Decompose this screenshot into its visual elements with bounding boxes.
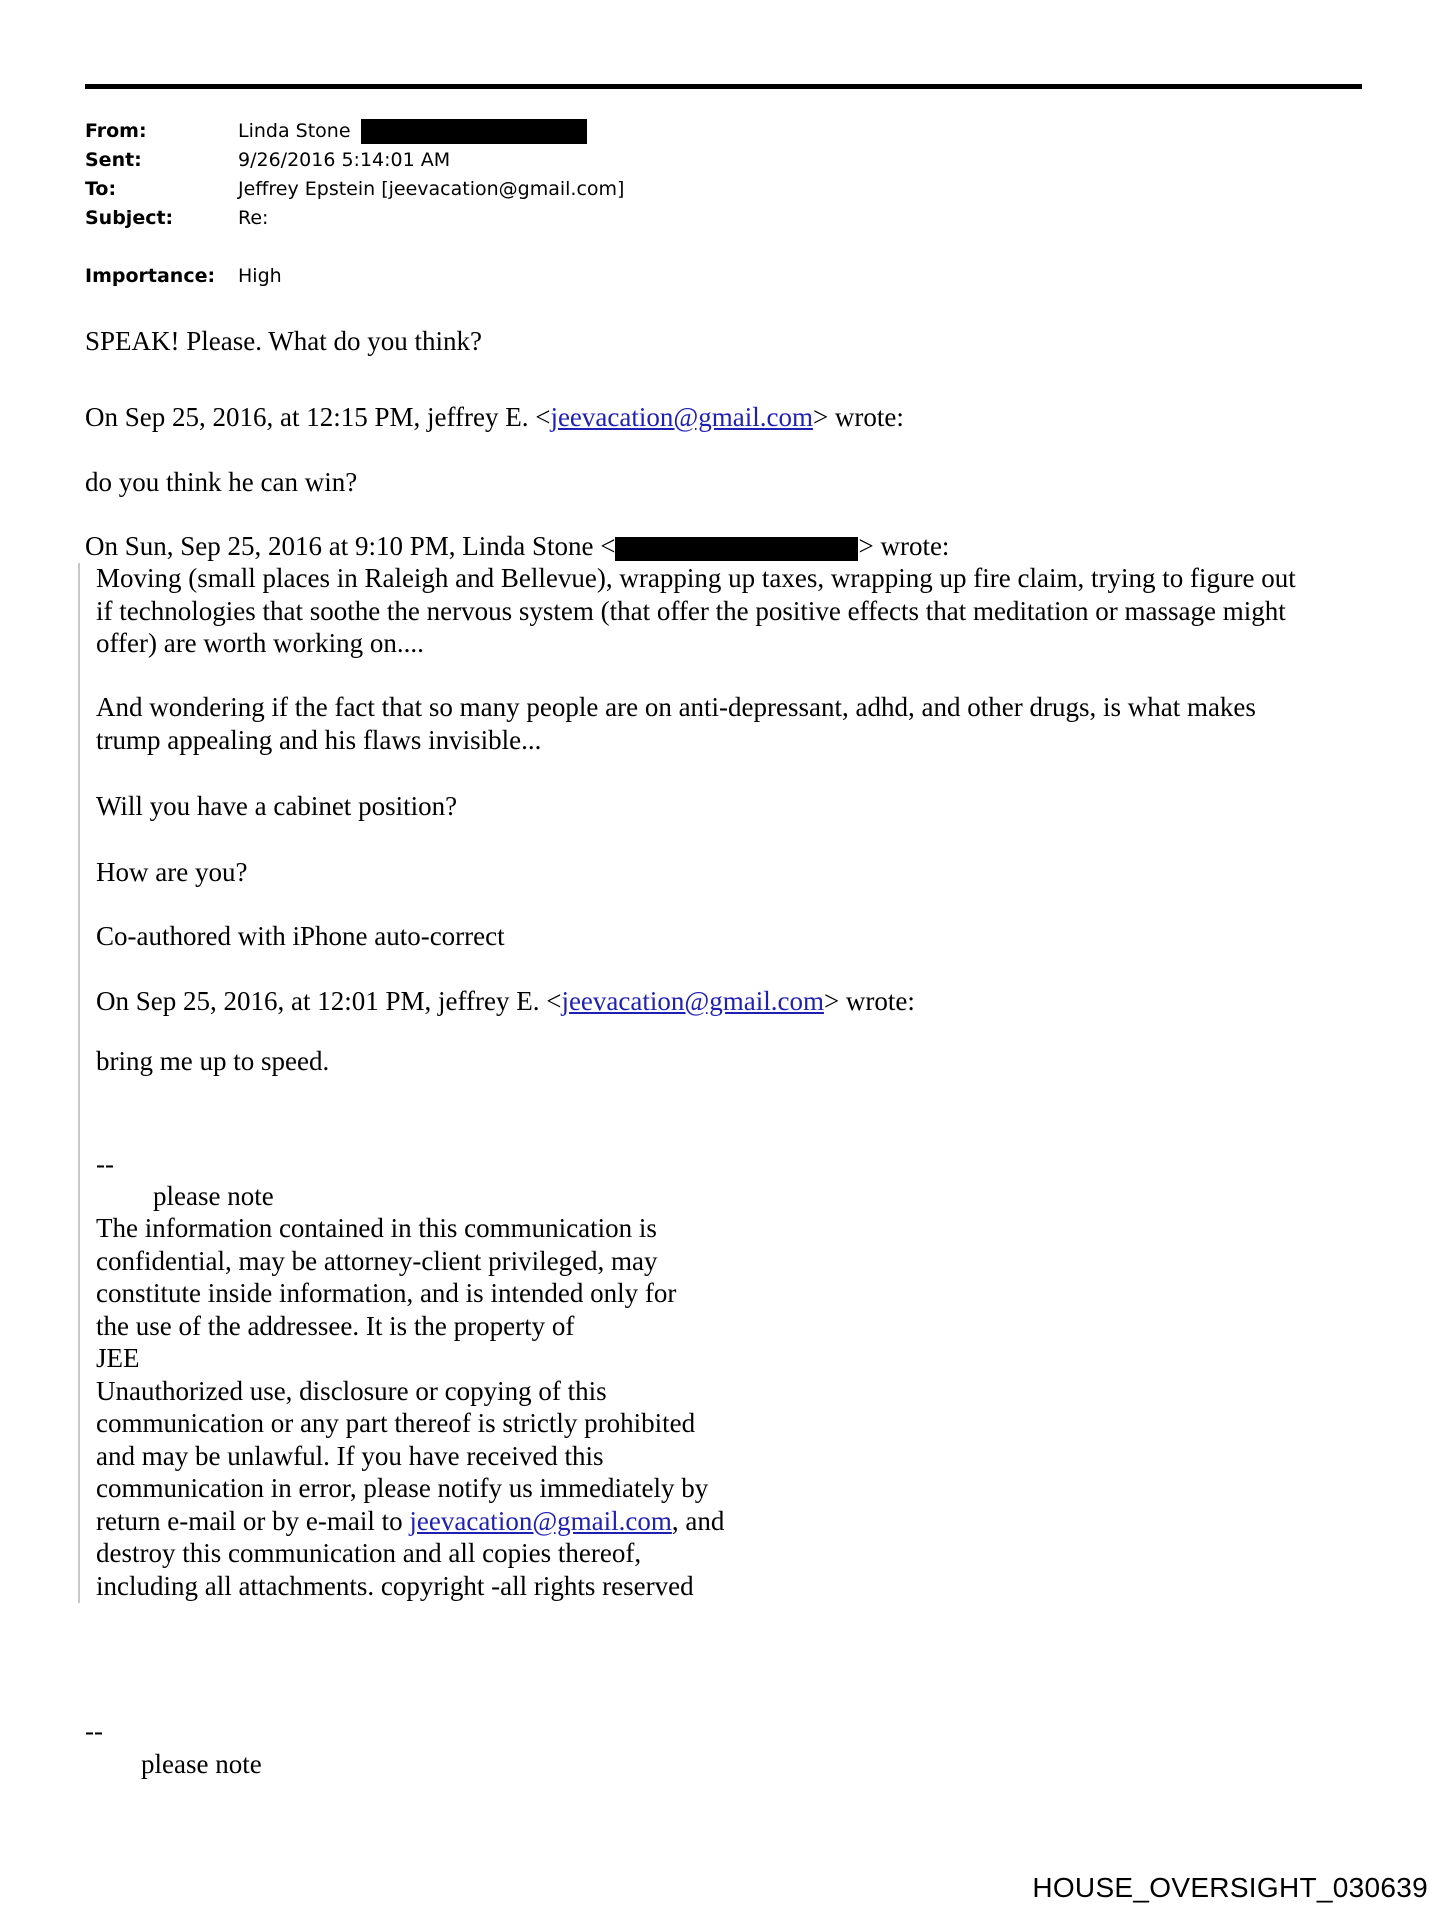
footer-note: please note [141,1749,262,1779]
to-label: To: [85,178,117,200]
quote-header-1: On Sep 25, 2016, at 12:15 PM, jeffrey E. <jeevacation@gmail.com> wrote: [85,402,904,432]
email-link[interactable]: jeevacation@gmail.com [409,1505,672,1536]
header-rule [85,84,1362,89]
from-label: From: [85,120,147,142]
quoted-paragraph-2: And wondering if the fact that so many people are on anti-depressant, adhd, and other drugs, is what makes trump appealing and his flaws invisible... [96,692,1256,755]
from-value: Linda Stone [238,120,351,142]
reply-text: SPEAK! Please. What do you think? [85,326,482,356]
quote-header-3: On Sep 25, 2016, at 12:01 PM, jeffrey E. <jeevacation@gmail.com> wrote: [96,986,915,1016]
redaction-box [361,119,587,144]
redaction-box [615,537,858,561]
quote-text-1: do you think he can win? [85,467,358,497]
subject-value: Re: [238,207,269,229]
quote-header-2: On Sun, Sep 25, 2016 at 9:10 PM, Linda Stone < > wrote: [85,531,950,561]
sent-value: 9/26/2016 5:14:01 AM [238,149,451,171]
quoted-paragraph-4: How are you? [96,857,248,887]
to-value: Jeffrey Epstein [jeevacation@gmail.com] [238,178,625,200]
importance-label: Importance: [85,265,216,287]
sent-label: Sent: [85,149,142,171]
quote-bar [78,563,80,1603]
bates-number: HOUSE_OVERSIGHT_030639 [1032,1872,1428,1903]
signature-dash: -- [96,1149,114,1179]
quoted-paragraph-1: Moving (small places in Raleigh and Bellevue), wrapping up taxes, wrapping up fire claim, trying to figure out if technologies that soothe the nervous system (that offer the positive effects that meditation or massage might offer) are worth working on.... [96,563,1296,658]
quote-text-3: bring me up to speed. [96,1046,330,1076]
importance-value: High [238,265,282,287]
footer-dash: -- [85,1716,103,1746]
quoted-paragraph-3: Will you have a cabinet position? [96,791,458,821]
disclaimer: The information contained in this communication is confidential, may be attorney-client privileged, may constitute inside information, and is intended only for the use of the addressee. It is the property of JEE Unauthorized use, disclosure or copying of this communication or any part thereof is strictly prohibited and may be unlawful. If you have received this communication in error, please notify us immediately by return e-mail or by e-mail to jeevacation@gmail.com, and destroy this communication and all copies thereof, including all attachments. copyright -all rights reserved [96,1213,725,1601]
email-link[interactable]: jeevacation@gmail.com [561,986,824,1016]
email-link[interactable]: jeevacation@gmail.com [550,402,813,432]
signature-note: please note [153,1181,274,1211]
subject-label: Subject: [85,207,174,229]
quoted-paragraph-5: Co-authored with iPhone auto-correct [96,921,505,951]
